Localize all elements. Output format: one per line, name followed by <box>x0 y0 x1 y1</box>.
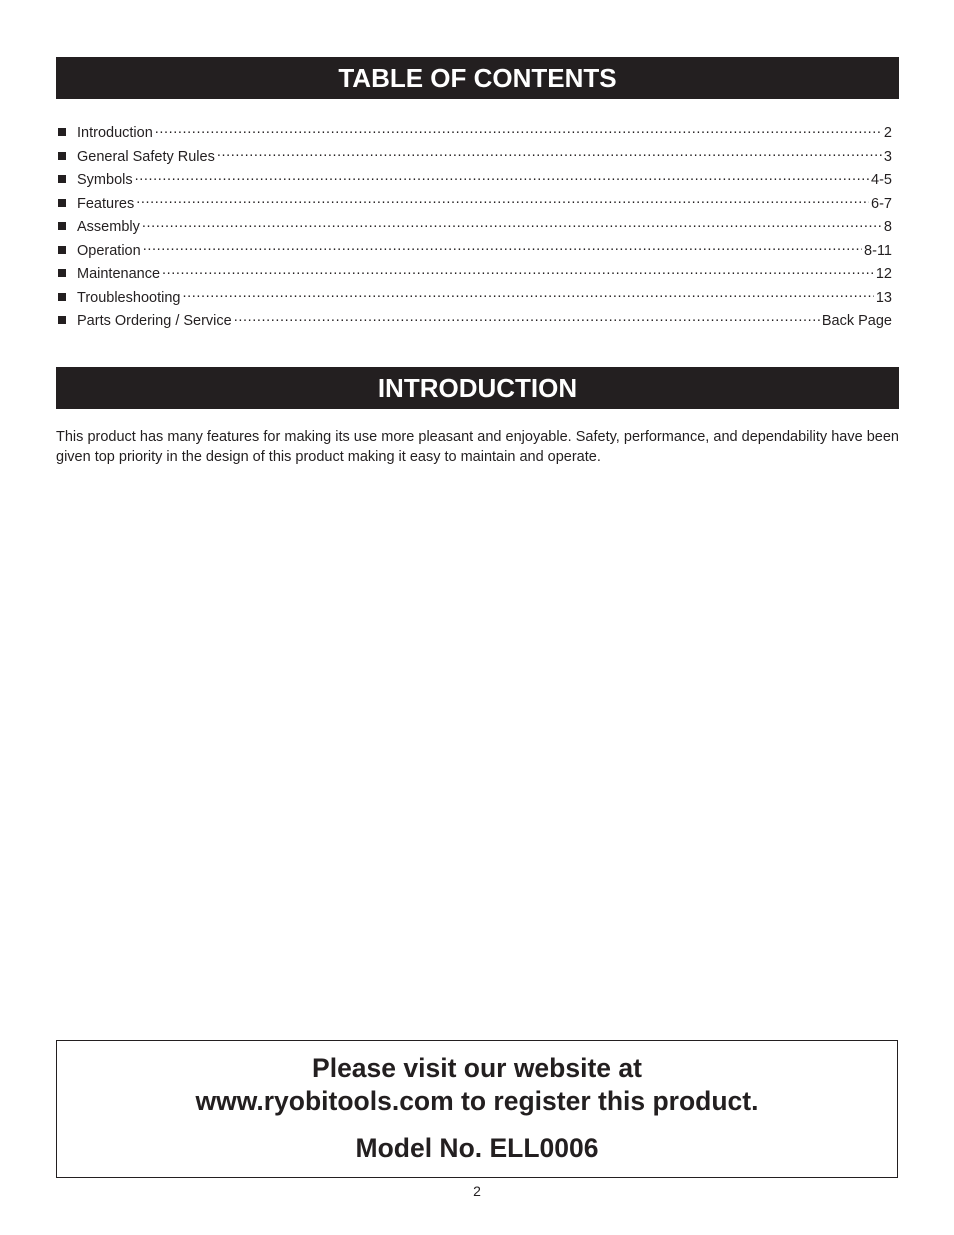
square-bullet-icon <box>58 175 66 183</box>
register-box <box>56 1040 898 1178</box>
dot-leader <box>234 311 820 325</box>
register-line-1: Please visit our website at <box>312 1053 642 1083</box>
toc-item-introduction[interactable] <box>56 122 892 146</box>
toc-item-page: 8 <box>883 219 892 235</box>
square-bullet-icon <box>58 316 66 324</box>
square-bullet-icon <box>58 293 66 301</box>
dot-leader <box>217 147 882 161</box>
toc-item-page: 8-11 <box>864 242 892 259</box>
register-line-2: www.ryobitools.com to register this product. <box>195 1086 759 1116</box>
toc-item-label: Symbols <box>77 172 133 188</box>
toc-item-features[interactable] <box>56 193 892 217</box>
toc-item-assembly[interactable] <box>56 216 892 240</box>
square-bullet-icon <box>58 246 66 254</box>
toc-item-page: Back Page <box>821 313 892 329</box>
dot-leader <box>155 123 882 137</box>
square-bullet-icon <box>58 199 66 207</box>
toc-item-label: Maintenance <box>77 266 161 282</box>
toc-item-label: Troubleshooting <box>77 289 181 306</box>
square-bullet-icon <box>58 269 66 277</box>
page-number: 2 <box>473 1183 481 1199</box>
toc-item-page: 4-5 <box>871 172 892 188</box>
toc-item-parts-ordering-service[interactable] <box>56 310 892 334</box>
introduction-title: INTRODUCTION <box>56 367 899 409</box>
square-bullet-icon <box>58 152 66 160</box>
square-bullet-icon <box>58 128 66 136</box>
toc-item-label: Features <box>77 195 135 212</box>
dot-leader <box>143 241 862 255</box>
toc-item-label: Introduction <box>77 125 153 141</box>
toc-item-page: 12 <box>875 266 892 282</box>
toc-title: TABLE OF CONTENTS <box>56 57 899 99</box>
square-bullet-icon <box>58 222 66 230</box>
dot-leader <box>136 194 869 208</box>
toc-item-page: 2 <box>883 125 892 141</box>
dot-leader <box>182 288 873 302</box>
model-number: Model No. ELL0006 <box>355 1133 599 1163</box>
toc-item-operation[interactable] <box>56 240 892 264</box>
toc-item-maintenance[interactable] <box>56 263 892 287</box>
toc-item-label: Operation <box>77 242 141 259</box>
toc-item-troubleshooting[interactable] <box>56 287 892 311</box>
toc-item-page: 3 <box>883 148 892 165</box>
dot-leader <box>162 264 874 278</box>
toc-list <box>56 122 892 334</box>
toc-item-general-safety-rules[interactable] <box>56 146 892 170</box>
dot-leader <box>142 217 882 231</box>
toc-item-label: General Safety Rules <box>77 148 215 165</box>
toc-item-label: Assembly <box>77 219 140 235</box>
toc-item-label: Parts Ordering / Service <box>77 313 232 329</box>
dot-leader <box>135 170 869 184</box>
toc-item-page: 13 <box>875 289 892 306</box>
toc-item-symbols[interactable] <box>56 169 892 193</box>
toc-item-page: 6-7 <box>871 195 892 212</box>
introduction-body: This product has many features for making its use more pleasant and enjoyable. Safety, performance, and dependability have been given top priority in the design of this product making it easy to maintain and operate. <box>56 429 899 465</box>
